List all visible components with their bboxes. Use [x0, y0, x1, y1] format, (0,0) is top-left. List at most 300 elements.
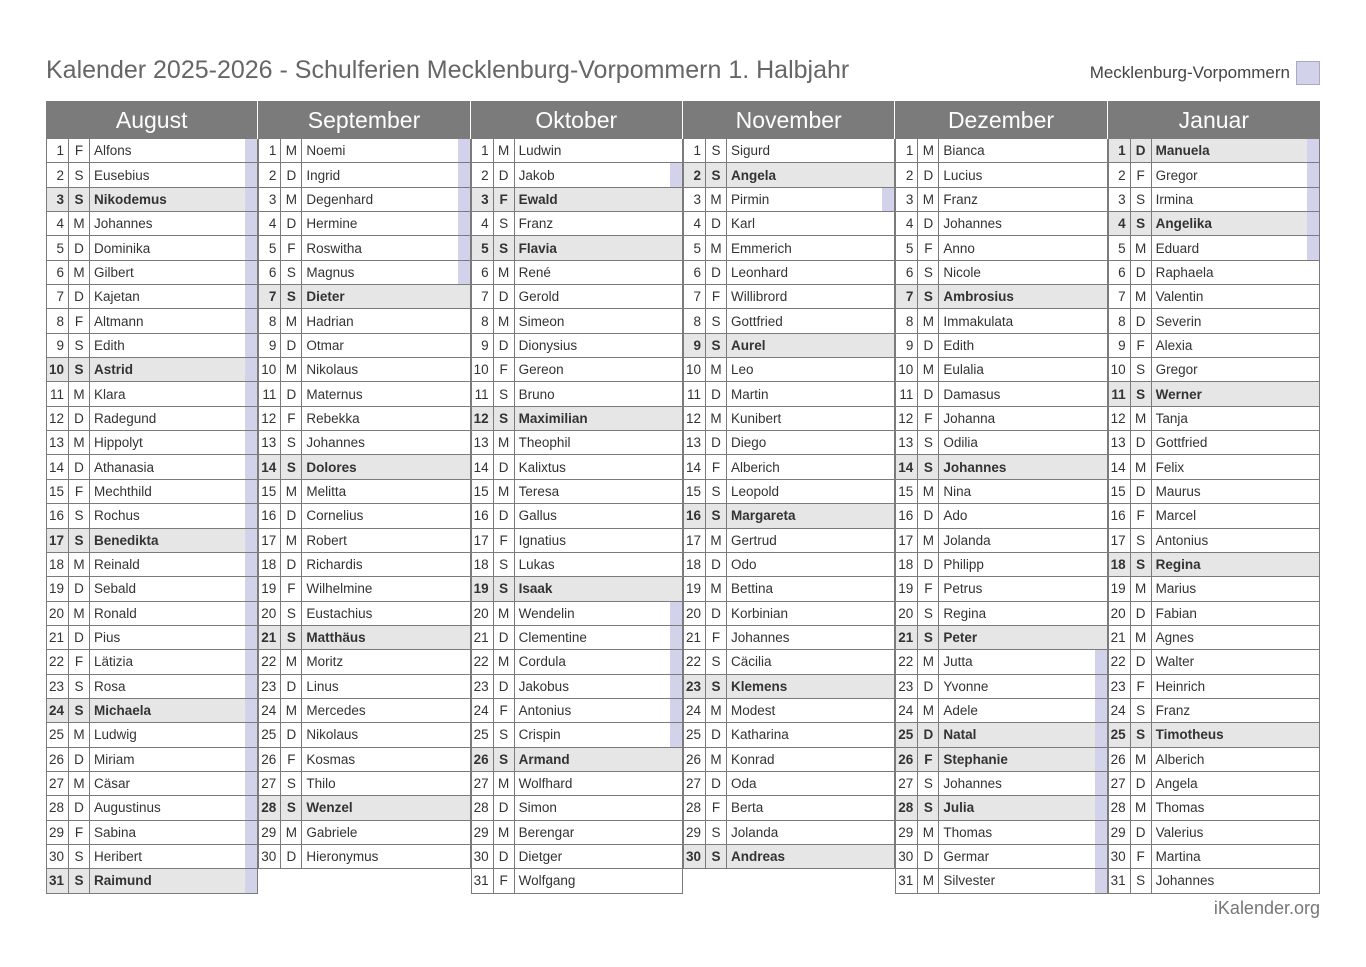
name-day: Oda	[730, 776, 757, 792]
day-number: 26	[47, 748, 69, 771]
day-row	[683, 236, 895, 260]
name-day: Gottfried	[730, 313, 783, 329]
weekday-letter: M	[494, 480, 515, 503]
day-number: 24	[259, 699, 281, 722]
weekday-letter: M	[281, 309, 302, 332]
day-number: 26	[472, 748, 494, 771]
day-row	[258, 309, 470, 333]
day-row	[1108, 163, 1320, 187]
holiday-marker	[1307, 407, 1319, 430]
day-number: 9	[472, 334, 494, 357]
weekday-letter: D	[281, 212, 302, 235]
weekday-letter: S	[1131, 553, 1152, 576]
holiday-marker	[1307, 188, 1319, 211]
holiday-marker	[670, 261, 682, 284]
day-row	[471, 480, 683, 504]
holiday-marker	[1307, 382, 1319, 405]
holiday-marker	[1307, 431, 1319, 454]
weekday-letter: F	[69, 821, 90, 844]
day-number: 27	[684, 772, 706, 795]
name-day: Eustachius	[306, 605, 373, 621]
day-row	[1108, 358, 1320, 382]
day-row	[258, 358, 470, 382]
day-number: 26	[259, 748, 281, 771]
day-number: 18	[684, 553, 706, 576]
name-day: Lukas	[518, 557, 555, 573]
holiday-marker	[882, 139, 894, 162]
day-number: 14	[47, 455, 69, 478]
weekday-letter: M	[1131, 748, 1152, 771]
weekday-letter: S	[281, 261, 302, 284]
day-number: 11	[896, 382, 918, 405]
day-row	[895, 261, 1107, 285]
weekday-letter: D	[281, 504, 302, 527]
weekday-letter: M	[1131, 796, 1152, 819]
day-number: 26	[684, 748, 706, 771]
day-row	[258, 382, 470, 406]
holiday-marker	[458, 407, 470, 430]
day-number: 29	[684, 821, 706, 844]
day-row	[471, 504, 683, 528]
holiday-marker	[245, 723, 257, 746]
weekday-letter: M	[706, 236, 727, 259]
holiday-marker	[882, 772, 894, 795]
day-row	[46, 553, 258, 577]
name-day: Gerold	[518, 289, 560, 305]
holiday-marker	[1307, 261, 1319, 284]
holiday-marker	[458, 334, 470, 357]
holiday-marker	[1095, 821, 1107, 844]
name-day: Magnus	[306, 264, 355, 280]
day-number: 30	[896, 845, 918, 868]
day-number: 2	[896, 163, 918, 186]
day-number: 10	[896, 358, 918, 381]
day-row	[1108, 407, 1320, 431]
day-number: 12	[896, 407, 918, 430]
day-row	[258, 723, 470, 747]
name-day: Kalixtus	[518, 459, 566, 475]
name-day: Dionysius	[518, 337, 578, 353]
weekday-letter: M	[918, 188, 939, 211]
day-number: 7	[472, 285, 494, 308]
name-day: Fabian	[1155, 605, 1197, 621]
holiday-marker	[245, 845, 257, 868]
day-number: 9	[684, 334, 706, 357]
day-number: 10	[684, 358, 706, 381]
day-number: 9	[47, 334, 69, 357]
weekday-letter: F	[494, 188, 515, 211]
day-row	[46, 382, 258, 406]
holiday-marker	[882, 261, 894, 284]
weekday-letter: M	[281, 139, 302, 162]
name-day: Johannes	[1155, 873, 1215, 889]
name-day: Ambrosius	[943, 289, 1014, 305]
holiday-marker	[1307, 309, 1319, 332]
day-row	[471, 577, 683, 601]
name-day: Ingrid	[306, 167, 341, 183]
day-number: 19	[472, 577, 494, 600]
weekday-letter: M	[706, 699, 727, 722]
day-number: 6	[47, 261, 69, 284]
day-number: 8	[684, 309, 706, 332]
weekday-letter: S	[1131, 723, 1152, 746]
name-day: Reinald	[94, 557, 140, 573]
name-day: Wenzel	[306, 800, 353, 816]
holiday-marker	[882, 699, 894, 722]
day-number: 16	[684, 504, 706, 527]
weekday-letter: M	[1131, 455, 1152, 478]
weekday-letter: D	[706, 553, 727, 576]
holiday-marker	[670, 188, 682, 211]
day-number: 30	[472, 845, 494, 868]
name-day: Gilbert	[94, 264, 134, 280]
day-row	[895, 188, 1107, 212]
weekday-letter: D	[494, 796, 515, 819]
day-number: 3	[684, 188, 706, 211]
day-row	[46, 675, 258, 699]
name-day: Raphaela	[1155, 264, 1214, 280]
day-row	[471, 772, 683, 796]
name-day: Thomas	[1155, 800, 1205, 816]
name-day: Wolfhard	[518, 776, 573, 792]
month-column	[258, 101, 470, 894]
holiday-marker	[458, 748, 470, 771]
day-row	[1108, 309, 1320, 333]
holiday-marker	[670, 577, 682, 600]
holiday-marker	[245, 675, 257, 698]
holiday-marker	[1095, 602, 1107, 625]
day-row	[683, 577, 895, 601]
name-day: Marcel	[1155, 508, 1197, 524]
name-day: Otmar	[306, 337, 344, 353]
name-day: Martina	[1155, 849, 1201, 865]
name-day: Edith	[94, 337, 125, 353]
holiday-marker	[882, 675, 894, 698]
weekday-letter: D	[494, 163, 515, 186]
holiday-marker	[1307, 748, 1319, 771]
holiday-marker	[245, 334, 257, 357]
day-row	[895, 407, 1107, 431]
holiday-marker	[1095, 650, 1107, 673]
day-row	[471, 602, 683, 626]
name-day: Ignatius	[518, 532, 566, 548]
day-number: 8	[472, 309, 494, 332]
name-day: Miriam	[94, 751, 135, 767]
day-row	[46, 821, 258, 845]
day-row	[1108, 455, 1320, 479]
day-number: 16	[259, 504, 281, 527]
name-day: Nicole	[943, 264, 981, 280]
day-row	[46, 309, 258, 333]
day-row	[683, 334, 895, 358]
weekday-letter: M	[69, 212, 90, 235]
weekday-letter: S	[706, 163, 727, 186]
holiday-marker	[458, 553, 470, 576]
day-row	[46, 480, 258, 504]
weekday-letter: S	[918, 285, 939, 308]
name-day: Sigurd	[730, 143, 771, 159]
name-day: Bettina	[730, 581, 774, 597]
name-day: Berta	[730, 800, 764, 816]
day-row	[471, 334, 683, 358]
weekday-letter: F	[69, 139, 90, 162]
day-row	[1108, 334, 1320, 358]
holiday-marker	[882, 529, 894, 552]
name-day: Raimund	[94, 873, 152, 889]
name-day: Thilo	[306, 776, 336, 792]
name-day: Franz	[518, 216, 554, 232]
day-row	[683, 772, 895, 796]
holiday-marker	[882, 334, 894, 357]
name-day: Wendelin	[518, 605, 575, 621]
day-row	[895, 455, 1107, 479]
weekday-letter: M	[281, 188, 302, 211]
day-row	[895, 748, 1107, 772]
name-day: Jutta	[943, 654, 973, 670]
month-column	[683, 101, 895, 894]
weekday-letter: F	[1131, 675, 1152, 698]
day-number: 20	[47, 602, 69, 625]
day-row	[46, 504, 258, 528]
weekday-letter: S	[706, 139, 727, 162]
day-number: 24	[896, 699, 918, 722]
name-day: Johannes	[943, 459, 1007, 475]
weekday-letter: F	[494, 699, 515, 722]
holiday-marker	[458, 626, 470, 649]
name-day: Mechthild	[94, 483, 152, 499]
day-number: 15	[896, 480, 918, 503]
day-number: 14	[1109, 455, 1131, 478]
day-number: 19	[684, 577, 706, 600]
day-row	[258, 139, 470, 163]
day-row	[895, 602, 1107, 626]
day-number: 8	[47, 309, 69, 332]
day-row	[1108, 504, 1320, 528]
weekday-letter: M	[1131, 236, 1152, 259]
weekday-letter: S	[706, 845, 727, 868]
holiday-marker	[1307, 212, 1319, 235]
holiday-marker	[245, 602, 257, 625]
holiday-marker	[458, 163, 470, 186]
name-day: Marius	[1155, 581, 1197, 597]
day-number: 8	[1109, 309, 1131, 332]
weekday-letter: M	[706, 188, 727, 211]
holiday-marker	[458, 675, 470, 698]
day-row	[258, 163, 470, 187]
day-row	[895, 309, 1107, 333]
day-number: 22	[1109, 650, 1131, 673]
name-day: Klara	[94, 386, 126, 402]
day-number: 5	[1109, 236, 1131, 259]
day-number: 27	[896, 772, 918, 795]
weekday-letter: D	[281, 845, 302, 868]
weekday-letter: D	[69, 626, 90, 649]
weekday-letter: M	[494, 309, 515, 332]
holiday-marker	[245, 455, 257, 478]
day-row	[895, 504, 1107, 528]
holiday-marker	[1307, 796, 1319, 819]
holiday-marker	[1307, 455, 1319, 478]
name-day: Klemens	[730, 678, 788, 694]
holiday-marker	[245, 139, 257, 162]
holiday-marker	[1095, 480, 1107, 503]
weekday-letter: S	[69, 845, 90, 868]
holiday-marker	[882, 602, 894, 625]
weekday-letter: D	[281, 723, 302, 746]
name-day: Valerius	[1155, 824, 1204, 840]
holiday-marker	[1307, 699, 1319, 722]
day-number: 28	[684, 796, 706, 819]
weekday-letter: D	[494, 285, 515, 308]
weekday-letter: S	[494, 577, 515, 600]
name-day: Berengar	[518, 824, 575, 840]
day-row	[683, 748, 895, 772]
day-row	[1108, 285, 1320, 309]
day-row	[895, 845, 1107, 869]
day-row	[471, 163, 683, 187]
day-number: 4	[1109, 212, 1131, 235]
holiday-marker	[670, 504, 682, 527]
day-number: 11	[259, 382, 281, 405]
day-row	[683, 261, 895, 285]
name-day: Damasus	[943, 386, 1001, 402]
holiday-marker	[245, 699, 257, 722]
day-number: 9	[1109, 334, 1131, 357]
day-number: 23	[1109, 675, 1131, 698]
weekday-letter: D	[69, 577, 90, 600]
day-number: 17	[259, 529, 281, 552]
month-header: Januar	[1108, 101, 1320, 139]
holiday-marker	[245, 529, 257, 552]
name-day: Sabina	[94, 824, 137, 840]
weekday-letter: F	[706, 285, 727, 308]
name-day: Angelika	[1155, 216, 1212, 232]
weekday-letter: F	[69, 480, 90, 503]
weekday-letter: D	[918, 163, 939, 186]
day-row	[895, 236, 1107, 260]
weekday-letter: S	[494, 553, 515, 576]
holiday-marker	[1307, 650, 1319, 673]
day-number: 30	[259, 845, 281, 868]
day-number: 5	[47, 236, 69, 259]
weekday-letter: M	[1131, 626, 1152, 649]
holiday-marker	[882, 845, 894, 868]
holiday-marker	[458, 577, 470, 600]
day-row	[258, 796, 470, 820]
name-day: Theophil	[518, 435, 571, 451]
day-row	[683, 821, 895, 845]
day-row	[895, 723, 1107, 747]
day-number: 13	[259, 431, 281, 454]
day-number: 11	[472, 382, 494, 405]
name-day: Andreas	[730, 849, 786, 865]
day-row	[1108, 650, 1320, 674]
day-number: 4	[47, 212, 69, 235]
holiday-marker	[458, 139, 470, 162]
name-day: Hermine	[306, 216, 358, 232]
legend	[1090, 60, 1320, 86]
holiday-marker	[1307, 480, 1319, 503]
weekday-letter: D	[1131, 772, 1152, 795]
weekday-letter: S	[706, 821, 727, 844]
weekday-letter: D	[918, 553, 939, 576]
weekday-letter: S	[918, 602, 939, 625]
weekday-letter: M	[1131, 285, 1152, 308]
name-day: Germar	[943, 849, 990, 865]
day-row	[1108, 796, 1320, 820]
name-day: Radegund	[94, 410, 157, 426]
holiday-marker	[458, 261, 470, 284]
name-day: Roswitha	[306, 240, 362, 256]
holiday-marker	[670, 869, 682, 892]
holiday-marker	[1307, 285, 1319, 308]
holiday-marker	[670, 553, 682, 576]
holiday-marker	[882, 626, 894, 649]
day-row	[471, 553, 683, 577]
weekday-letter: S	[281, 455, 302, 478]
holiday-marker	[245, 261, 257, 284]
weekday-letter: S	[706, 480, 727, 503]
name-day: René	[518, 264, 551, 280]
weekday-letter: M	[494, 139, 515, 162]
holiday-marker	[1095, 163, 1107, 186]
day-row	[471, 358, 683, 382]
weekday-letter: M	[706, 577, 727, 600]
day-number: 23	[472, 675, 494, 698]
day-number: 5	[472, 236, 494, 259]
name-day: Gottfried	[1155, 435, 1208, 451]
day-number: 2	[1109, 163, 1131, 186]
weekday-letter: D	[1131, 821, 1152, 844]
day-row	[683, 699, 895, 723]
holiday-marker	[1307, 845, 1319, 868]
name-day: Karl	[730, 216, 755, 232]
holiday-marker	[458, 285, 470, 308]
day-row	[1108, 821, 1320, 845]
holiday-marker	[882, 650, 894, 673]
name-day: Rochus	[94, 508, 140, 524]
weekday-letter: S	[1131, 699, 1152, 722]
day-number: 28	[1109, 796, 1131, 819]
weekday-letter: F	[281, 407, 302, 430]
day-number: 12	[259, 407, 281, 430]
name-day: Emmerich	[730, 240, 792, 256]
holiday-marker	[1307, 163, 1319, 186]
name-day: Ludwig	[94, 727, 137, 743]
holiday-marker	[882, 382, 894, 405]
day-row	[1108, 748, 1320, 772]
day-number: 14	[896, 455, 918, 478]
day-number: 2	[259, 163, 281, 186]
day-row	[46, 869, 258, 893]
holiday-marker	[1095, 188, 1107, 211]
weekday-letter: D	[69, 455, 90, 478]
day-row	[1108, 602, 1320, 626]
day-number: 13	[896, 431, 918, 454]
holiday-marker	[1095, 285, 1107, 308]
day-row	[46, 261, 258, 285]
day-number: 22	[896, 650, 918, 673]
month-header: September	[258, 101, 470, 139]
name-day: Alberich	[1155, 751, 1205, 767]
holiday-marker	[670, 358, 682, 381]
weekday-letter: M	[281, 480, 302, 503]
day-number: 7	[684, 285, 706, 308]
weekday-letter: S	[494, 723, 515, 746]
day-number: 19	[259, 577, 281, 600]
name-day: Ado	[943, 508, 968, 524]
weekday-letter: D	[494, 455, 515, 478]
